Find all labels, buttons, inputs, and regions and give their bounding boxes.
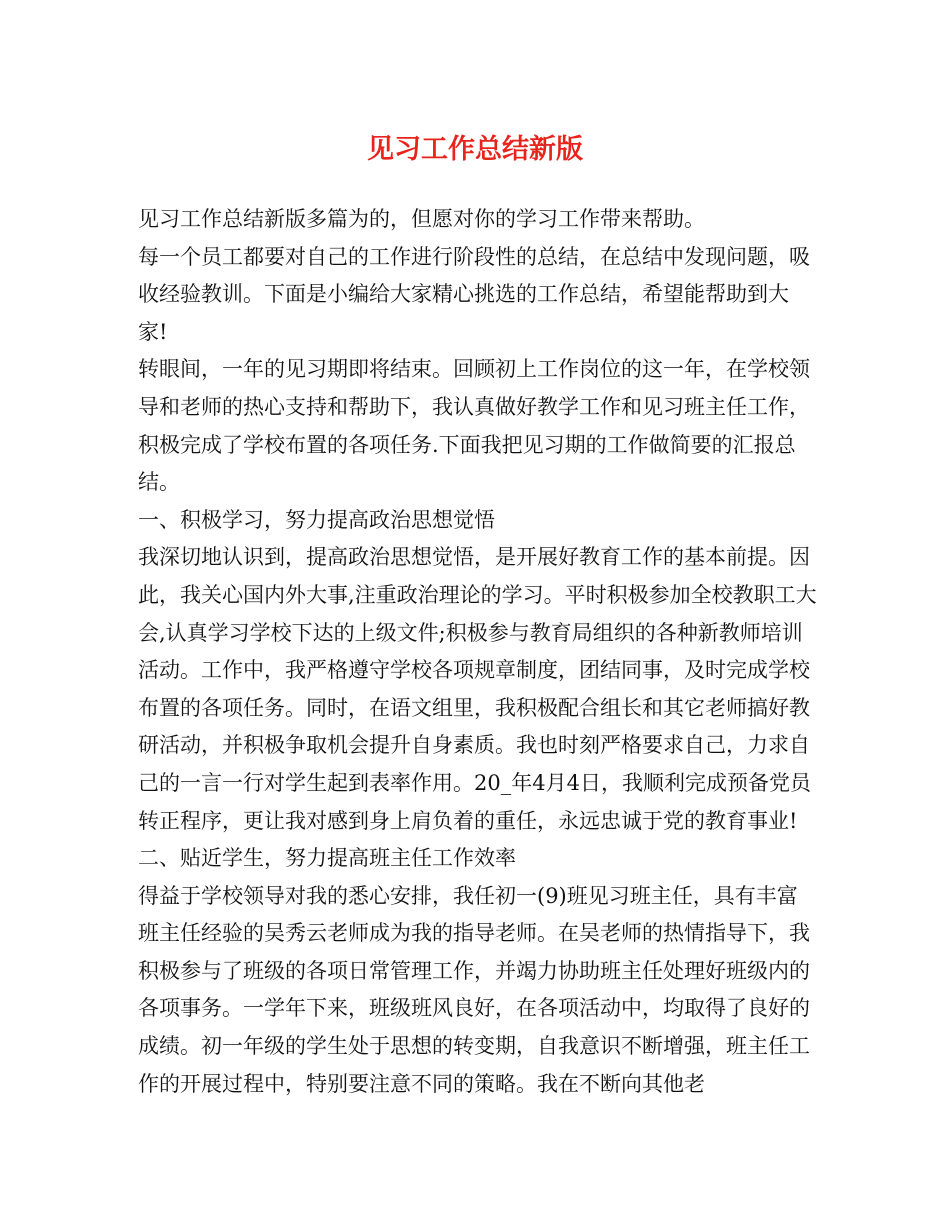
section-1-paragraph: 我深切地认识到，提高政治思想觉悟，是开展好教育工作的基本前提。因此，我关心国内外大事,注重政治理论的学习。平时积极参加全校教职工大会,认真学习学校下达的上级文件;积极参与教育局组织的各种新教师培训活动。工作中，我严格遵守学校各项规章制度，团结同事，及时完成学校布置的各项任务。同时，在语文组里，我积极配合组长和其它老师搞好教研活动，并积极争取机会提升自身素质。我也时刻严格要求自己，力求自己的一言一行对学生起到表率作用。20_年4月4日，我顺利完成预备党员转正程序，更让我对感到身上肩负着的重任，永远忠诚于党的教育事业! [138,545,817,833]
opening-paragraph: 转眼间，一年的见习期即将结束。回顾初上工作岗位的这一年，在学校领导和老师的热心支持和帮助下，我认真做好教学工作和见习班主任工作，积极完成了学校布置的各项任务.下面我把见习期的工作做简要的汇报总结。 [138,357,810,495]
section-heading-1: 一、积极学习，努力提高政治思想觉悟 [138,507,495,532]
document-body [138,201,818,1103]
intro-paragraph: 见习工作总结新版多篇为的，但愿对你的学习工作带来帮助。 [138,207,705,231]
document-title: 见习工作总结新版 [367,134,583,165]
section-2-paragraph: 得益于学校领导对我的悉心安排，我任初一(9)班见习班主任，具有丰富班主任经验的吴秀云老师成为我的指导老师。在吴老师的热情指导下，我积极参与了班级的各项日常管理工作，并竭力协助班主任处理好班级内的各项事务。一学年下来，班级班风良好，在各项活动中，均取得了良好的成绩。初一年级的学生处于思想的转变期，自我意识不断增强，班主任工作的开展过程中，特别要注意不同的策略。我在不断向其他老 [138,883,810,1096]
preface-paragraph: 每一个员工都要对自己的工作进行阶段性的总结，在总结中发现问题，吸收经验教训。下面是小编给大家精心挑选的工作总结，希望能帮助到大家! [138,244,810,344]
section-heading-2: 二、贴近学生，努力提高班主任工作效率 [138,846,516,871]
